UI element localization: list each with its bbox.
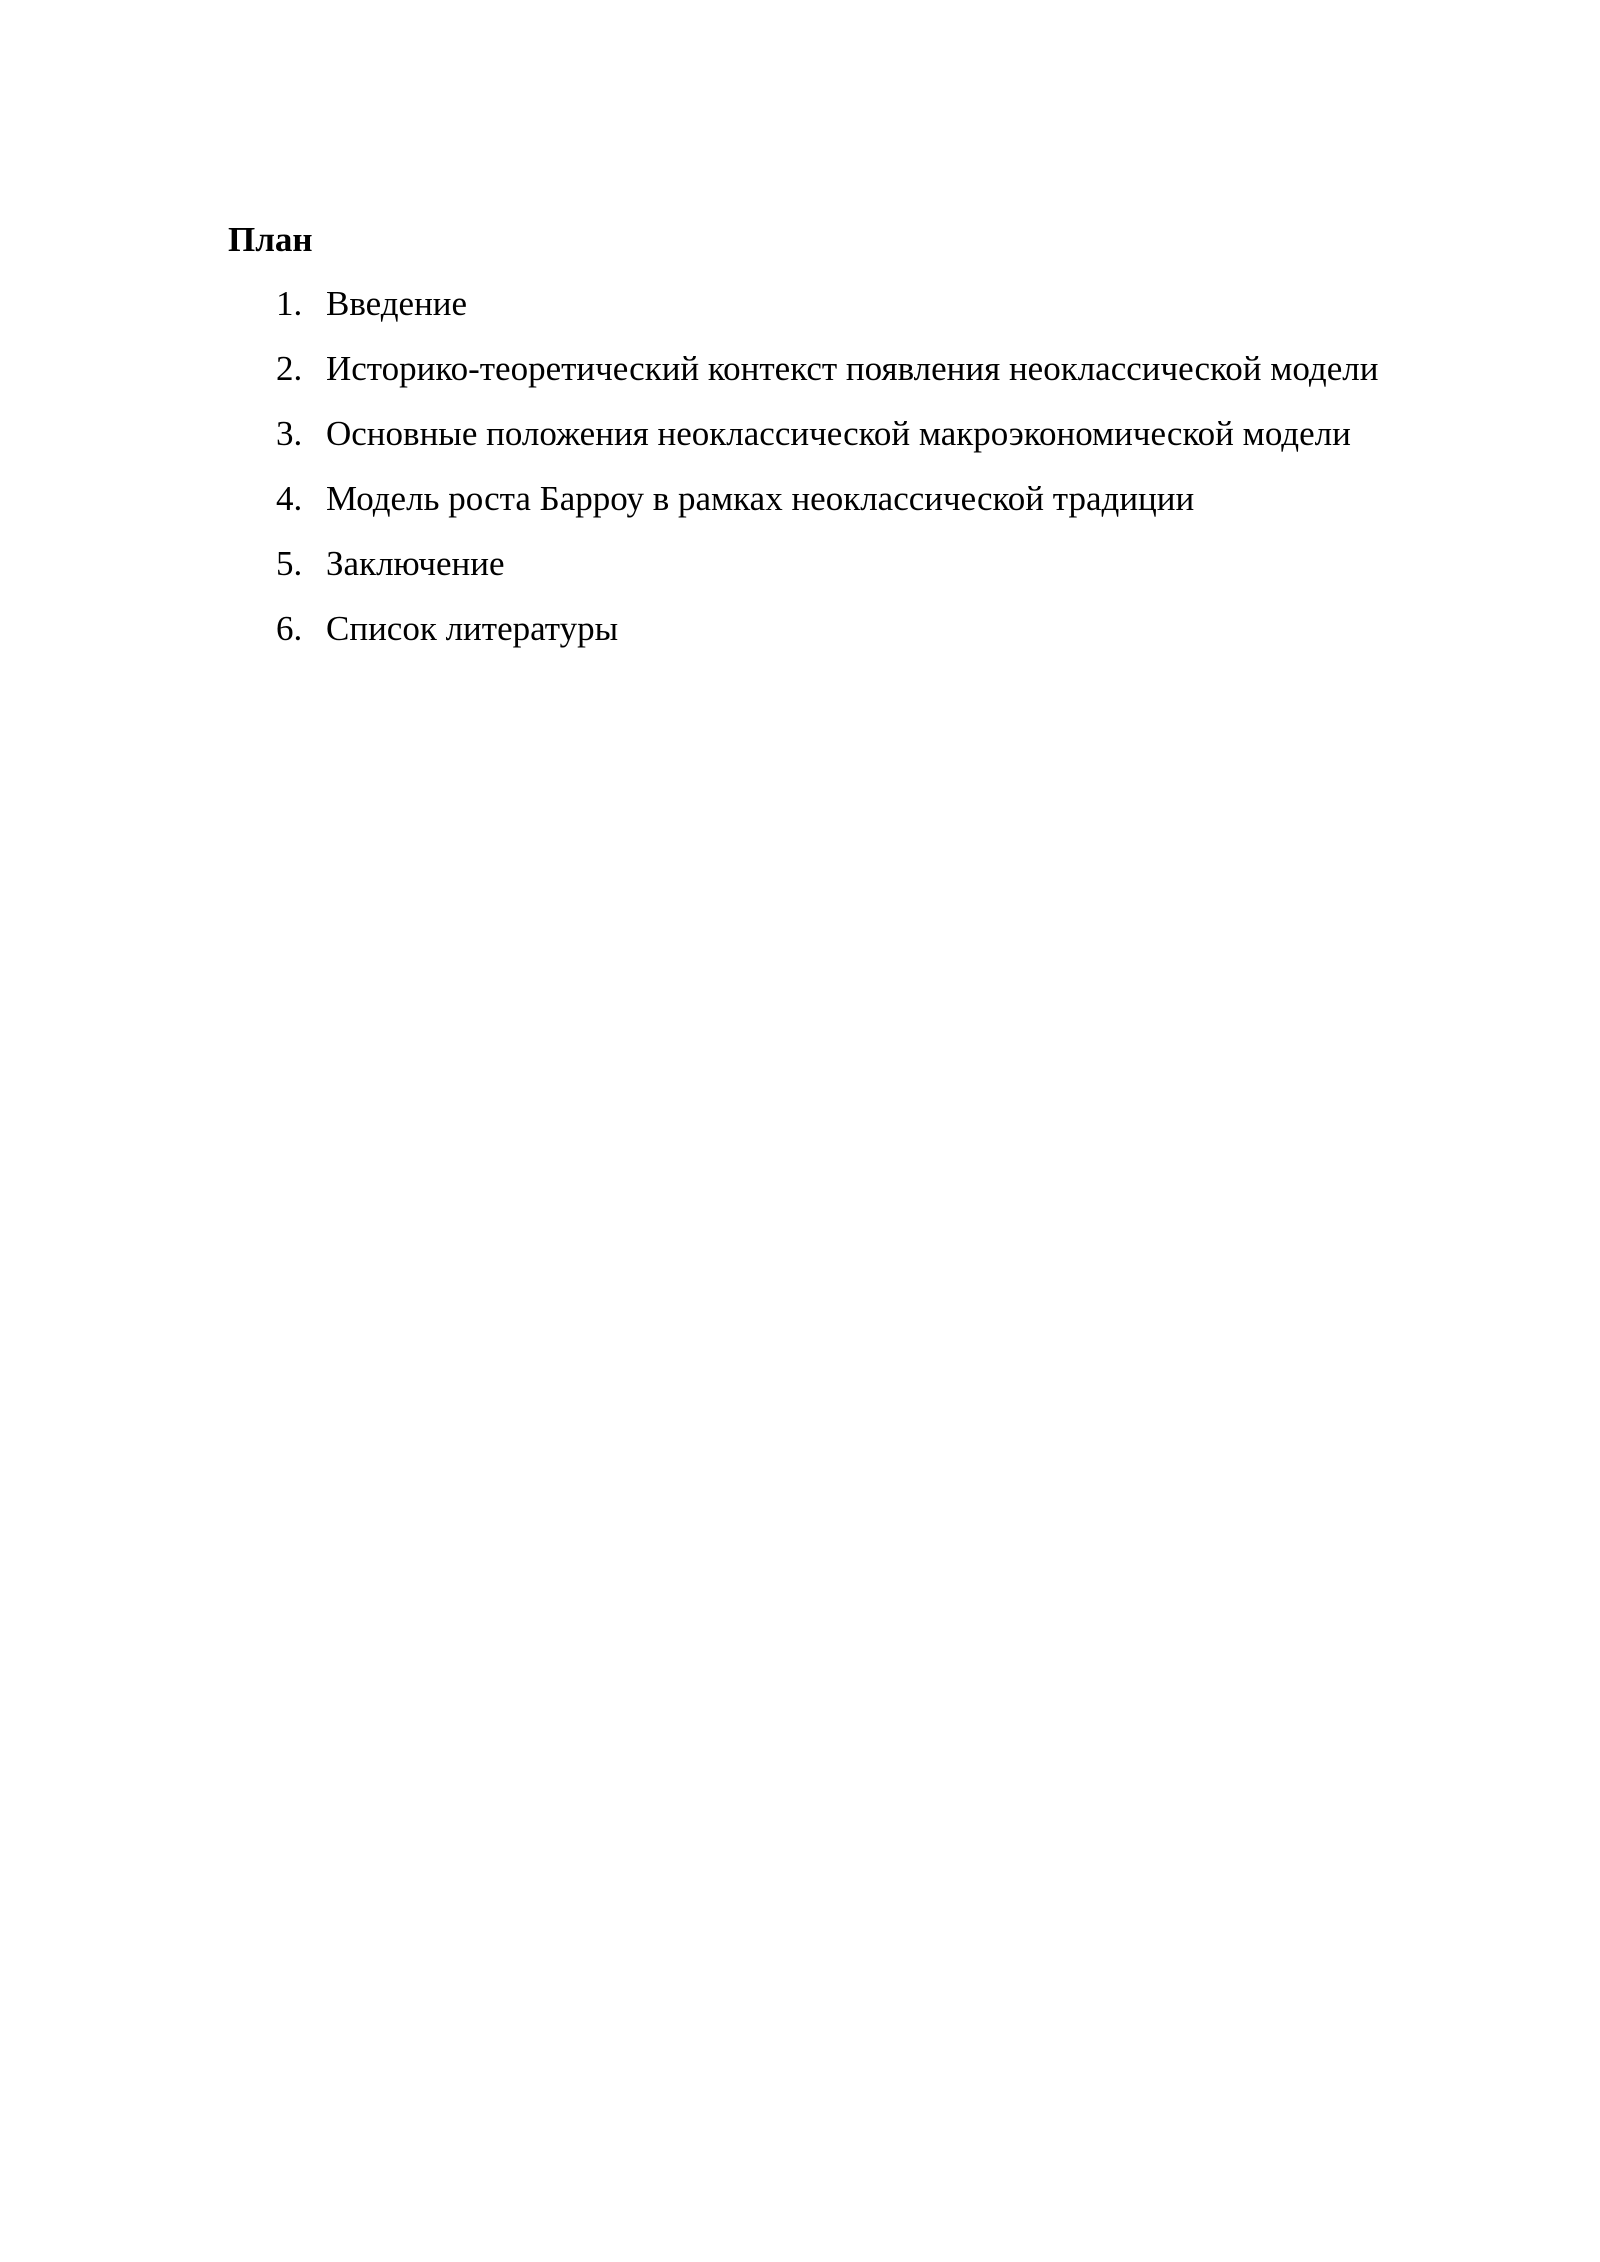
list-item-number: 3. — [276, 414, 303, 453]
page-title: План — [228, 220, 313, 259]
list-item-text: Историко-теоретический контекст появления неоклассической модели — [326, 349, 1379, 388]
list-item-text: Заключение — [326, 544, 505, 583]
list-item-number: 5. — [276, 544, 303, 583]
list-item-text: Основные положения неоклассической макроэкономической модели — [326, 414, 1351, 453]
list-item-text: Модель роста Барроу в рамках неоклассической традиции — [326, 479, 1195, 518]
list-item-number: 6. — [276, 609, 303, 648]
list-item-text: Введение — [326, 284, 468, 323]
list-item-number: 4. — [276, 479, 303, 518]
list-item-number: 1. — [276, 284, 303, 323]
list-item-number: 2. — [276, 349, 303, 388]
list-item-text: Список литературы — [326, 609, 619, 648]
